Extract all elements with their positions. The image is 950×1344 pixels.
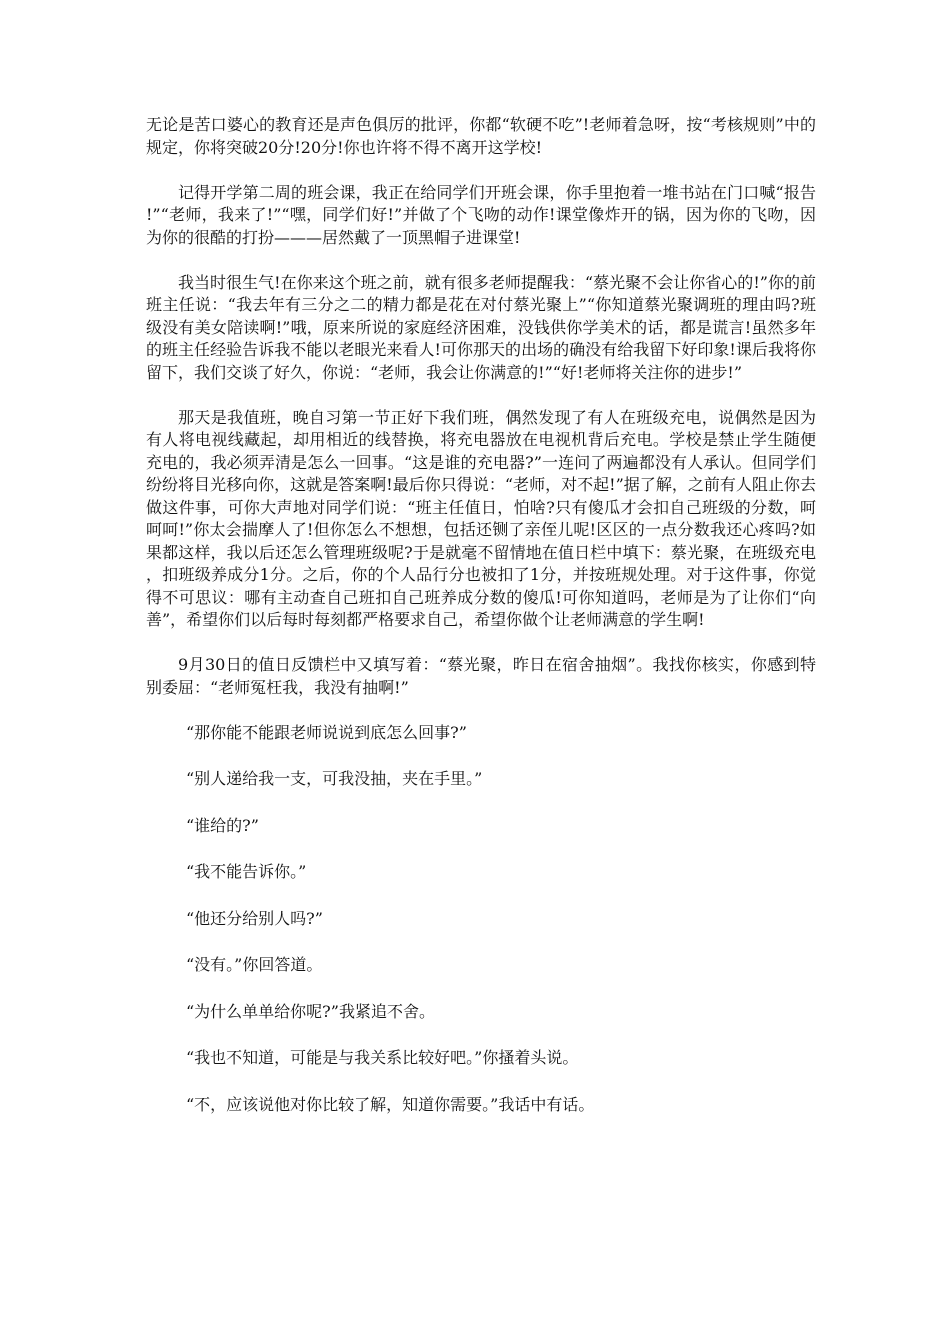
- paragraph-5: 9月30日的值日反馈栏中又填写着：“蔡光聚，昨日在宿舍抽烟”。我找你核实，你感到特别委屈：“老师冤枉我，我没有抽啊!”: [146, 655, 816, 697]
- dialogue-line-4: “我不能告诉你。”: [186, 862, 307, 881]
- dialogue-line-1: “那你能不能跟老师说说到底怎么回事?”: [186, 722, 467, 742]
- dialogue-line-9: “不，应该说他对你比较了解，知道你需要。”我话中有话。: [186, 1094, 595, 1114]
- paragraph-3: 我当时很生气!在你来这个班之前，就有很多老师提醒我：“蔡光聚不会让你省心的!”你的前班主任说：“我去年有三分之二的精力都是花在对付蔡光聚上”“你知道蔡光聚调班的理由吗?班级没有美女陪读啊!”哦，原来所说的家庭经济困难，没钱供你学美术的话，都是谎言!虽然多年的班主任经验告诉我不能以老眼光来看人!可你那天的出场的确没有给我留下好印象!课后我将你留下，我们交谈了好久，你说：“老师，我会让你满意的!”“好!老师将关注你的进步!”: [146, 272, 816, 382]
- dialogue-line-8: “我也不知道，可能是与我关系比较好吧。”你搔着头说。: [186, 1048, 579, 1067]
- paragraph-4: 那天是我值班，晚自习第一节正好下我们班，偶然发现了有人在班级充电，说偶然是因为有人将电视线藏起，却用相近的线替换，将充电器放在电视机背后充电。学校是禁止学生随便充电的，我必须弄清是怎么一回事。“这是谁的充电器?”一连问了两遍都没有人承认。但同学们纷纷将目光移向你，这就是答案啊!最后你只得说：“老师，对不起!”据了解，之前有人阻止你去做这件事，可你大声地对同学们说：“班主任值日，怕啥?只有傻瓜才会扣自己班级的分数，呵呵呵!”你太会揣摩人了!但你怎么不想想，包括还铡了亲侄儿呢!区区的一点分数我还心疼吗?如果都这样，我以后还怎么管理班级呢?于是就毫不留情地在值日栏中填下：蔡光聚，在班级充电，扣班级养成分1分。之后，你的个人品行分也被扣了1分，并按班规处理。对于这件事，你觉得不可思议：哪有主动查自己班扣自己班养成分数的傻瓜!可你知道吗，老师是为了让你们“向善”，希望你们以后每时每刻都严格要求自己，希望你做个让老师满意的学生啊!: [146, 407, 816, 629]
- dialogue-line-3: “谁给的?”: [186, 815, 259, 835]
- document-page: [146, 114, 816, 1140]
- dialogue-line-2: “别人递给我一支，可我没抽，夹在手里。”: [186, 769, 483, 788]
- paragraph-2: 记得开学第二周的班会课，我正在给同学们开班会课，你手里抱着一堆书站在门口喊“报告!”“老师，我来了!”“嘿，同学们好!”并做了个飞吻的动作!课堂像炸开的锅，因为你的飞吻，因为你的很酷的打扮———居然戴了一顶黑帽子进课堂!: [146, 182, 816, 247]
- dialogue-line-7: “为什么单单给你呢?”我紧追不舍。: [186, 1001, 435, 1021]
- paragraph-1: 无论是苦口婆心的教育还是声色俱厉的批评，你都“软硬不吃”!老师着急呀，按“考核规则”中的规定，你将突破20分!20分!你也许将不得不离开这学校!: [146, 115, 816, 157]
- dialogue-line-5: “他还分给别人吗?”: [186, 908, 323, 928]
- dialogue-line-6: “没有。”你回答道。: [186, 955, 323, 974]
